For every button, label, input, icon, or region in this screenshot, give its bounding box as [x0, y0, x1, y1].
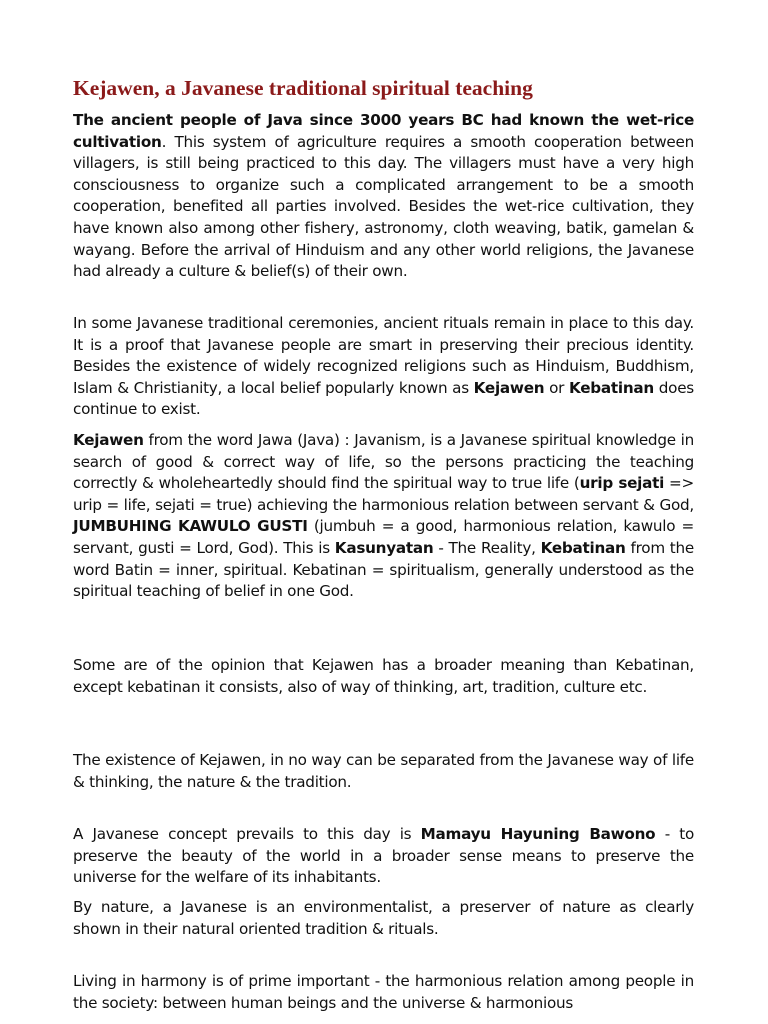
paragraph-text: In some Javanese traditional ceremonies, ancient rituals remain in place to this day. It is a proof that Javanese people are smart in preserving their precious identity. Besides the existence of widely recognized religions such as Hinduism, Buddhism, Islam & Christianity, a local belief popularly known as: [73, 314, 694, 397]
bold-term: JUMBUHING KAWULO GUSTI: [73, 517, 308, 536]
paragraph-text: => urip = life, sejati = true) achieving the harmonious relation between servant & God,: [73, 474, 694, 514]
paragraph-existence: The existence of Kejawen, in no way can be separated from the Javanese way of life & thinking, the nature & the tradition.: [73, 751, 694, 791]
bold-term: Kejawen: [473, 378, 545, 397]
bold-term: Kebatinan: [540, 538, 626, 557]
bold-term: urip sejati: [579, 474, 665, 493]
bold-phrase: The ancient people of Java since 3000 years BC had known the wet-rice cultivation: [73, 111, 694, 151]
paragraph-text: - The Reality,: [433, 538, 541, 557]
paragraph-text: - to preserve the beauty of the world in a broader sense means to preserve the universe for the welfare of its inhabitants.: [73, 825, 694, 887]
paragraph-text: does continue to exist.: [73, 378, 694, 419]
paragraph-broader-meaning: Some are of the opinion that Kejawen has a broader meaning than Kebatinan, except kebatinan it consists, also of way of thinking, art, tradition, culture etc.: [73, 656, 694, 696]
paragraph-text: from the word Jawa (Java) : Javanism, is a Javanese spiritual knowledge in search of good & correct way of life, so the persons practicing the teaching correctly & wholeheartedly should find the spiritual way to true life (: [73, 431, 694, 493]
paragraph-text: or: [544, 378, 569, 397]
paragraph-mamayu: [73, 824, 694, 889]
bold-term: Kebatinan: [568, 378, 654, 397]
bold-term: Kasunyatan: [334, 538, 434, 557]
paragraph-harmony: Living in harmony is of prime important - the harmonious relation among people in the society: between human beings and the universe & harmonious: [73, 972, 694, 1012]
paragraph-environmentalist: By nature, a Javanese is an environmentalist, a preserver of nature as clearly shown in their natural oriented tradition & rituals.: [73, 898, 694, 938]
page-title: Kejawen, a Javanese traditional spiritual teaching: [73, 76, 533, 100]
paragraph-text: from the word Batin = inner, spiritual. Kebatinan = spiritualism, generally understood as the spiritual teaching of belief in one God.: [73, 538, 694, 601]
paragraph-text: . This system of agriculture requires a smooth cooperation between villagers, is still being practiced to this day. The villagers must have a very high consciousness to organize such a complicated arrangement to be a smooth cooperation, benefited all parties involved. Besides the wet-rice cultivation, they have known also among other fishery, astronomy, cloth weaving, batik, gamelan & wayang. Before the arrival of Hinduism and any other world religions, the Javanese had already a culture & belief(s) of their own.: [73, 132, 694, 281]
paragraph-ceremonies: [73, 313, 694, 421]
paragraph-text: (jumbuh = a good, harmonious relation, kawulo = servant, gusti = Lord, God). This is: [73, 517, 694, 557]
paragraph-wet-rice: [73, 110, 694, 283]
bold-term: Mamayu Hayuning Bawono: [420, 825, 656, 843]
paragraph-text: A Javanese concept prevails to this day is: [73, 825, 421, 843]
bold-term: Kejawen: [73, 431, 144, 449]
paragraph-kejawen-definition: [73, 430, 694, 603]
